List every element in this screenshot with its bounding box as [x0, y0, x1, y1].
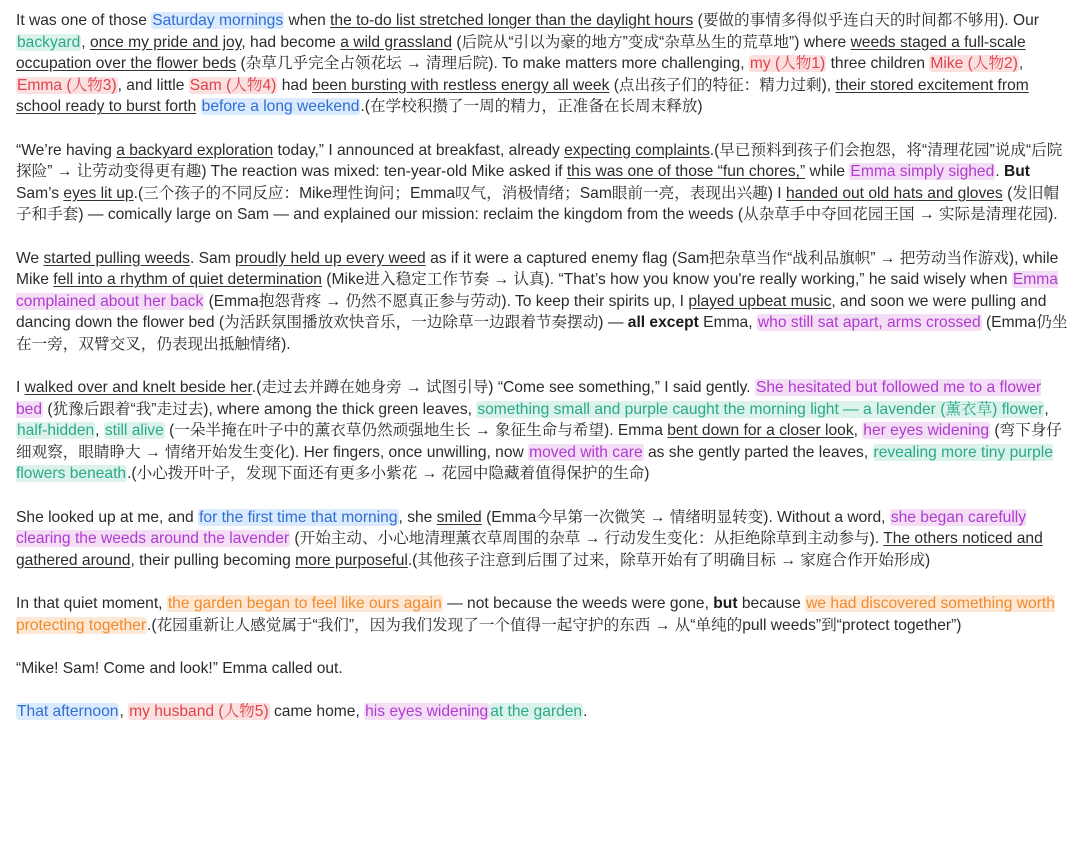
underlined-phrase: started pulling weeds: [43, 249, 190, 267]
underlined-phrase: played upbeat music: [688, 292, 832, 310]
underlined-phrase: the to-do list stretched longer than the daylight hours: [330, 12, 694, 29]
text-run: .: [583, 703, 588, 720]
text-run: (点出孩子们的特征：精力过剩),: [609, 76, 836, 94]
highlight-red: my husband (人物5): [129, 703, 269, 720]
underlined-phrase: a wild grassland: [340, 33, 453, 51]
highlight-teal: something small and purple caught the morning light — a lavender (薰衣草) flower: [477, 400, 1044, 418]
highlight-blue: for the first time that morning: [199, 508, 398, 526]
underlined-phrase: bent down for a closer look: [667, 422, 854, 440]
bold-text: but: [713, 595, 738, 613]
text-run: .(小心拨开叶子，发现下面还有更多小紫花 → 花园中隐藏着值得保护的生命): [127, 465, 650, 483]
text-run: , and soon we were pulling and dancing down the flower bed (为活跃氛围播放欢快音乐，一边除草一边跟着节奏摆动) —: [16, 292, 1047, 332]
underlined-phrase: more purposeful: [295, 551, 408, 569]
text-run: [196, 98, 200, 115]
highlight-purple: she began carefully clearing the weeds around the lavender: [16, 508, 1027, 548]
underlined-phrase: expecting complaints: [564, 141, 710, 159]
text-run: “Mike! Sam! Come and look!” Emma called out.: [16, 659, 343, 677]
text-run: ,: [81, 33, 90, 51]
text-run: .(其他孩子注意到后围了过来，除草开始有了明确目标 → 家庭合作开始形成): [407, 551, 931, 569]
paragraph: [16, 593, 1070, 636]
text-run: as if it were a captured enemy flag (Sam把杂草当作“战利品旗帜” → 把劳动当作游戏), while Mike: [16, 249, 1059, 289]
underlined-phrase: proudly held up every weed: [235, 249, 426, 267]
text-run: when: [284, 12, 331, 29]
text-run: (弯下身仔细观察，眼睛睁大 → 情绪开始发生变化). Her fingers, once unwilling, now: [16, 422, 1062, 461]
text-run: We: [16, 249, 44, 267]
text-run: In that quiet moment,: [16, 595, 167, 613]
text-run: had: [277, 76, 313, 94]
text-run: while: [805, 163, 850, 181]
text-run: ,: [119, 703, 129, 720]
text-run: .(花园重新让人感觉属于“我们”，因为我们发现了一个值得一起守护的东西 → 从“单纯的pull weeds”到“protect together”): [147, 616, 962, 634]
highlight-purple: Emma simply sighed: [850, 163, 995, 181]
text-run: (后院从“引以为豪的地方”变成“杂草丛生的荒草地”) where: [452, 33, 851, 51]
text-run: .(早已预料到孩子们会抱怨，将“清理花园”说成“后院探险” → 让劳动变得更有趣) The reaction was mixed: ten-year-old Mike asked if: [16, 141, 1063, 181]
highlight-purple: She hesitated but followed me to a flower bed: [16, 379, 1042, 418]
highlight-teal: backyard: [17, 33, 81, 51]
text-run: .(在学校积攒了一周的精力，正准备在长周末释放): [360, 98, 703, 116]
text-run: I: [16, 379, 25, 397]
text-run: , she: [398, 508, 437, 526]
text-run: (Emma仍坐在一旁，双臂交叉，仍表现出抵触情绪).: [16, 314, 1068, 353]
text-run: It was one of those: [16, 12, 152, 29]
bold-text: But: [1003, 163, 1030, 181]
text-run: , their pulling becoming: [130, 551, 296, 569]
bold-text: all except: [627, 314, 699, 332]
text-run: Emma,: [698, 314, 757, 332]
text-run: as she gently parted the leaves,: [643, 443, 873, 461]
text-run: .(走过去并蹲在她身旁 → 试图引导) “Come see something,” I said gently.: [251, 379, 755, 397]
text-run: (发旧帽子和手套) — comically large on Sam — and explained our mission: reclaim the kingdom from the weeds (从杂草手中夺回花园王国 → 实际是清理花园).: [16, 184, 1060, 224]
highlight-blue: before a long weekend: [201, 98, 360, 116]
text-run: (Emma抱怨背疼 → 仍然不愿真正参与劳动). To keep their spirits up, I: [204, 292, 689, 310]
highlight-purple: moved with care: [529, 443, 643, 461]
paragraph: [16, 10, 1070, 118]
paragraph: [16, 507, 1070, 572]
paragraph: [16, 658, 1070, 680]
highlight-teal: at the garden: [490, 703, 583, 720]
highlight-purple: her eyes widening: [863, 422, 989, 440]
highlight-red: Emma (人物3): [17, 76, 117, 94]
paragraph: [16, 140, 1070, 226]
text-run: “We’re having: [16, 141, 117, 159]
text-run: (Mike进入稳定工作节奏 → 认真). “That’s how you know you're really working,” he said wisely when: [321, 271, 1012, 289]
text-run: ,: [853, 422, 863, 440]
text-run: ,: [95, 422, 104, 440]
highlight-red: my (人物1): [749, 55, 826, 73]
text-run: three children: [826, 55, 930, 73]
highlight-purple: his eyes widening: [365, 703, 489, 720]
text-run: (开始主动、小心地清理薰衣草周围的杂草 → 行动发生变化：从拒绝除草到主动参与).: [290, 530, 884, 548]
text-run: .: [995, 163, 1004, 181]
highlight-blue: Saturday mornings: [152, 12, 284, 29]
text-run: came home,: [269, 703, 365, 720]
highlight-teal: half-hidden: [17, 422, 95, 440]
text-run: ,: [1018, 55, 1024, 73]
underlined-phrase: The others noticed and gathered around: [16, 530, 1043, 569]
paragraph: [16, 377, 1070, 485]
text-run: because: [737, 595, 806, 613]
text-run: (要做的事情多得似乎连白天的时间都不够用). Our: [693, 12, 1039, 29]
underlined-phrase: once my pride and joy: [89, 33, 242, 51]
highlight-teal: revealing more tiny purple flowers beneath: [16, 443, 1053, 483]
highlight-purple: Emma complained about her back: [16, 271, 1058, 310]
text-run: today,” I announced at breakfast, already: [273, 141, 565, 159]
text-run: , and little: [117, 76, 189, 94]
text-run: , had become: [241, 33, 341, 51]
text-run: ,: [1044, 400, 1049, 418]
highlight-blue: That afternoon: [17, 703, 119, 720]
underlined-phrase: this was one of those “fun chores,”: [566, 163, 806, 181]
underlined-phrase: smiled: [436, 508, 482, 526]
underlined-phrase: fell into a rhythm of quiet determination: [53, 271, 322, 289]
underlined-phrase: walked over and knelt beside her: [24, 379, 252, 397]
underlined-phrase: eyes lit up: [63, 184, 134, 202]
highlight-teal: still alive: [104, 422, 164, 440]
text-run: (Emma今早第一次微笑 → 情绪明显转变). Without a word,: [481, 508, 890, 526]
highlight-orange: the garden began to feel like ours again: [167, 595, 442, 613]
text-run: (一朵半掩在叶子中的薰衣草仍然顽强地生长 → 象征生命与希望). Emma: [164, 422, 668, 440]
text-run: She looked up at me, and: [16, 508, 199, 526]
underlined-phrase: been bursting with restless energy all week: [312, 76, 610, 94]
underlined-phrase: weeds staged a full-scale occupation over the flower beds: [16, 33, 1026, 73]
paragraph: [16, 248, 1070, 356]
underlined-phrase: their stored excitement from school ready to burst forth: [16, 76, 1029, 116]
underlined-phrase: handed out old hats and gloves: [785, 184, 1003, 202]
highlight-red: Mike (人物2): [930, 55, 1018, 73]
text-run: . Sam: [189, 249, 236, 267]
text-run: — not because the weeds were gone,: [442, 595, 714, 613]
paragraph: [16, 701, 1070, 723]
highlight-red: Sam (人物4): [189, 76, 277, 94]
text-run: (杂草几乎完全占领花坛 → 清理后院). To make matters more challenging,: [236, 55, 749, 73]
text-run: (犹豫后跟着“我”走过去), where among the thick green leaves,: [43, 400, 477, 418]
highlight-purple: who still sat apart, arms crossed: [757, 314, 981, 332]
underlined-phrase: a backyard exploration: [116, 141, 274, 159]
text-run: Sam’s: [16, 184, 64, 202]
text-run: .(三个孩子的不同反应：Mike理性询问；Emma叹气，消极情绪；Sam眼前一亮，表现出兴趣) I: [133, 184, 786, 202]
highlight-orange: we had discovered something worth protecting together: [16, 595, 1055, 634]
